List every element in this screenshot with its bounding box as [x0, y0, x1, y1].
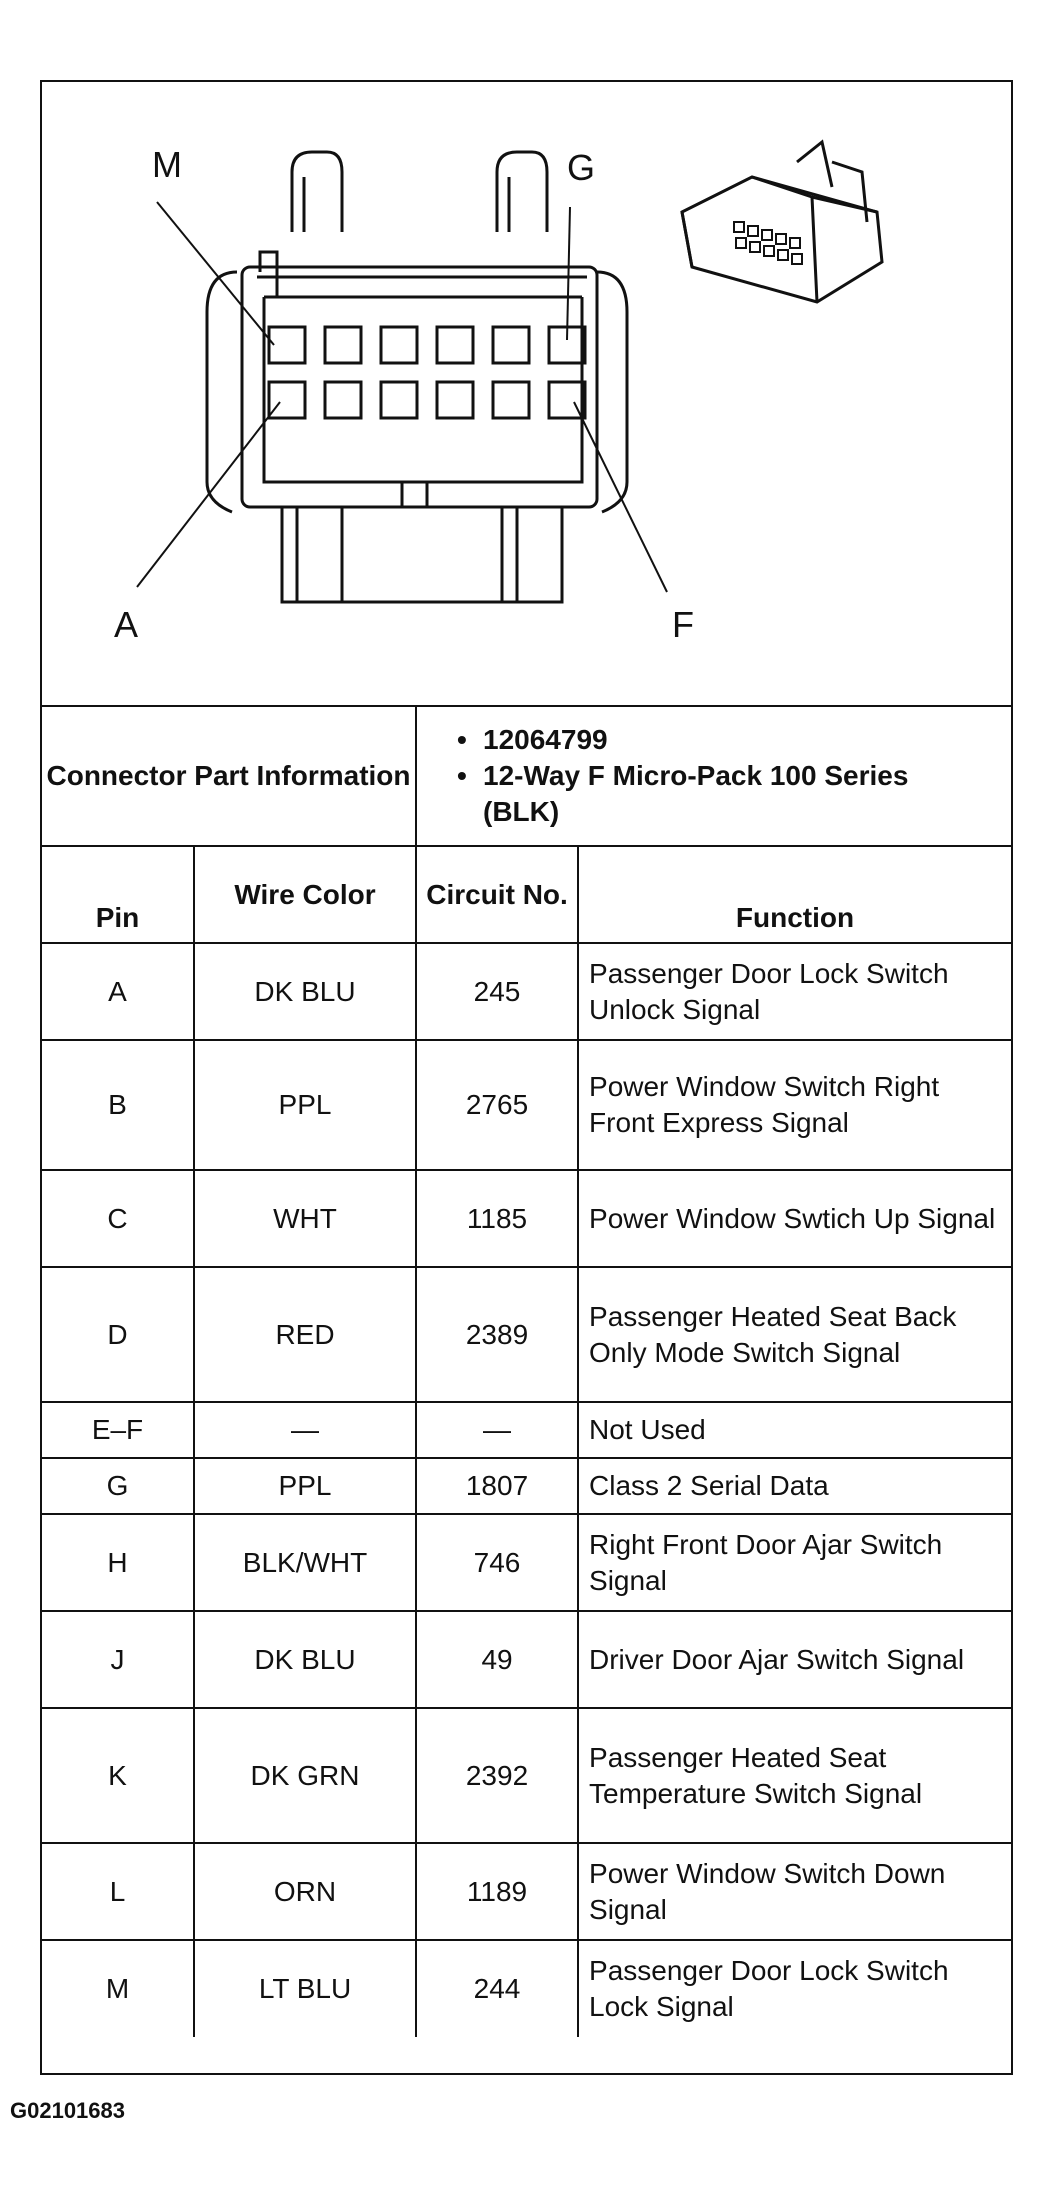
part-number: 12064799 — [483, 724, 608, 755]
pin-cell: B — [42, 1040, 194, 1170]
table-row — [42, 1611, 1011, 1708]
pin-cell: G — [42, 1458, 194, 1514]
function-cell: Passenger Heated Seat Back Only Mode Switch Signal — [578, 1267, 1011, 1402]
connector-face-drawing — [42, 82, 1011, 705]
wire-color-cell: — — [194, 1402, 416, 1458]
header-circuit-no: Circuit No. — [416, 846, 578, 943]
pin-label-m: M — [152, 144, 182, 185]
pin-cell: D — [42, 1267, 194, 1402]
circuit-cell: 244 — [416, 1940, 578, 2037]
table-row — [42, 1170, 1011, 1267]
header-function: Function — [578, 846, 1011, 943]
wire-color-cell: DK BLU — [194, 1611, 416, 1708]
pin-cell: E–F — [42, 1402, 194, 1458]
table-row — [42, 1267, 1011, 1402]
wire-color-cell: DK GRN — [194, 1708, 416, 1843]
function-cell: Driver Door Ajar Switch Signal — [578, 1611, 1011, 1708]
circuit-cell: — — [416, 1402, 578, 1458]
function-cell: Class 2 Serial Data — [578, 1458, 1011, 1514]
connector-sheet — [40, 80, 1013, 2075]
wire-color-cell: WHT — [194, 1170, 416, 1267]
function-cell: Power Window Swtich Up Signal — [578, 1170, 1011, 1267]
table-row — [42, 1040, 1011, 1170]
wire-color-cell: PPL — [194, 1458, 416, 1514]
circuit-cell: 1185 — [416, 1170, 578, 1267]
wire-color-cell: LT BLU — [194, 1940, 416, 2037]
function-cell: Power Window Switch Right Front Express Signal — [578, 1040, 1011, 1170]
function-cell: Passenger Door Lock Switch Lock Signal — [578, 1940, 1011, 2037]
pin-cell: A — [42, 943, 194, 1040]
pin-cell: K — [42, 1708, 194, 1843]
pin-label-f: F — [672, 604, 694, 645]
table-row — [42, 1708, 1011, 1843]
pin-cell: C — [42, 1170, 194, 1267]
wire-color-cell: BLK/WHT — [194, 1514, 416, 1611]
circuit-cell: 245 — [416, 943, 578, 1040]
function-cell: Passenger Heated Seat Temperature Switch Signal — [578, 1708, 1011, 1843]
table-row — [42, 1458, 1011, 1514]
circuit-cell: 49 — [416, 1611, 578, 1708]
part-info-values: • 12064799 • 12-Way F Micro-Pack 100 Series (BLK) — [416, 706, 1011, 846]
header-wire-color: Wire Color — [194, 846, 416, 943]
part-info-label: Connector Part Information — [42, 706, 416, 846]
pin-cell: J — [42, 1611, 194, 1708]
header-row — [42, 846, 1011, 943]
circuit-cell: 2765 — [416, 1040, 578, 1170]
table-row — [42, 943, 1011, 1040]
circuit-cell: 1189 — [416, 1843, 578, 1940]
function-cell: Not Used — [578, 1402, 1011, 1458]
pinout-table — [42, 705, 1011, 2037]
table-row — [42, 1940, 1011, 2037]
function-cell: Right Front Door Ajar Switch Signal — [578, 1514, 1011, 1611]
pin-label-a: A — [114, 604, 139, 645]
wire-color-cell: ORN — [194, 1843, 416, 1940]
wire-color-cell: PPL — [194, 1040, 416, 1170]
pin-cell: H — [42, 1514, 194, 1611]
connector-diagram — [42, 82, 1011, 707]
part-info-row — [42, 706, 1011, 846]
circuit-cell: 2392 — [416, 1708, 578, 1843]
table-row — [42, 1843, 1011, 1940]
function-cell: Power Window Switch Down Signal — [578, 1843, 1011, 1940]
circuit-cell: 1807 — [416, 1458, 578, 1514]
table-row — [42, 1514, 1011, 1611]
circuit-cell: 746 — [416, 1514, 578, 1611]
table-row — [42, 1402, 1011, 1458]
wire-color-cell: RED — [194, 1267, 416, 1402]
function-cell: Passenger Door Lock Switch Unlock Signal — [578, 943, 1011, 1040]
pin-label-g: G — [567, 147, 596, 188]
header-pin: Pin — [42, 846, 194, 943]
pin-cell: M — [42, 1940, 194, 2037]
figure-id: G02101683 — [10, 2098, 125, 2123]
wire-color-cell: DK BLU — [194, 943, 416, 1040]
circuit-cell: 2389 — [416, 1267, 578, 1402]
pin-cell: L — [42, 1843, 194, 1940]
part-description: 12-Way F Micro-Pack 100 Series (BLK) — [483, 760, 909, 827]
